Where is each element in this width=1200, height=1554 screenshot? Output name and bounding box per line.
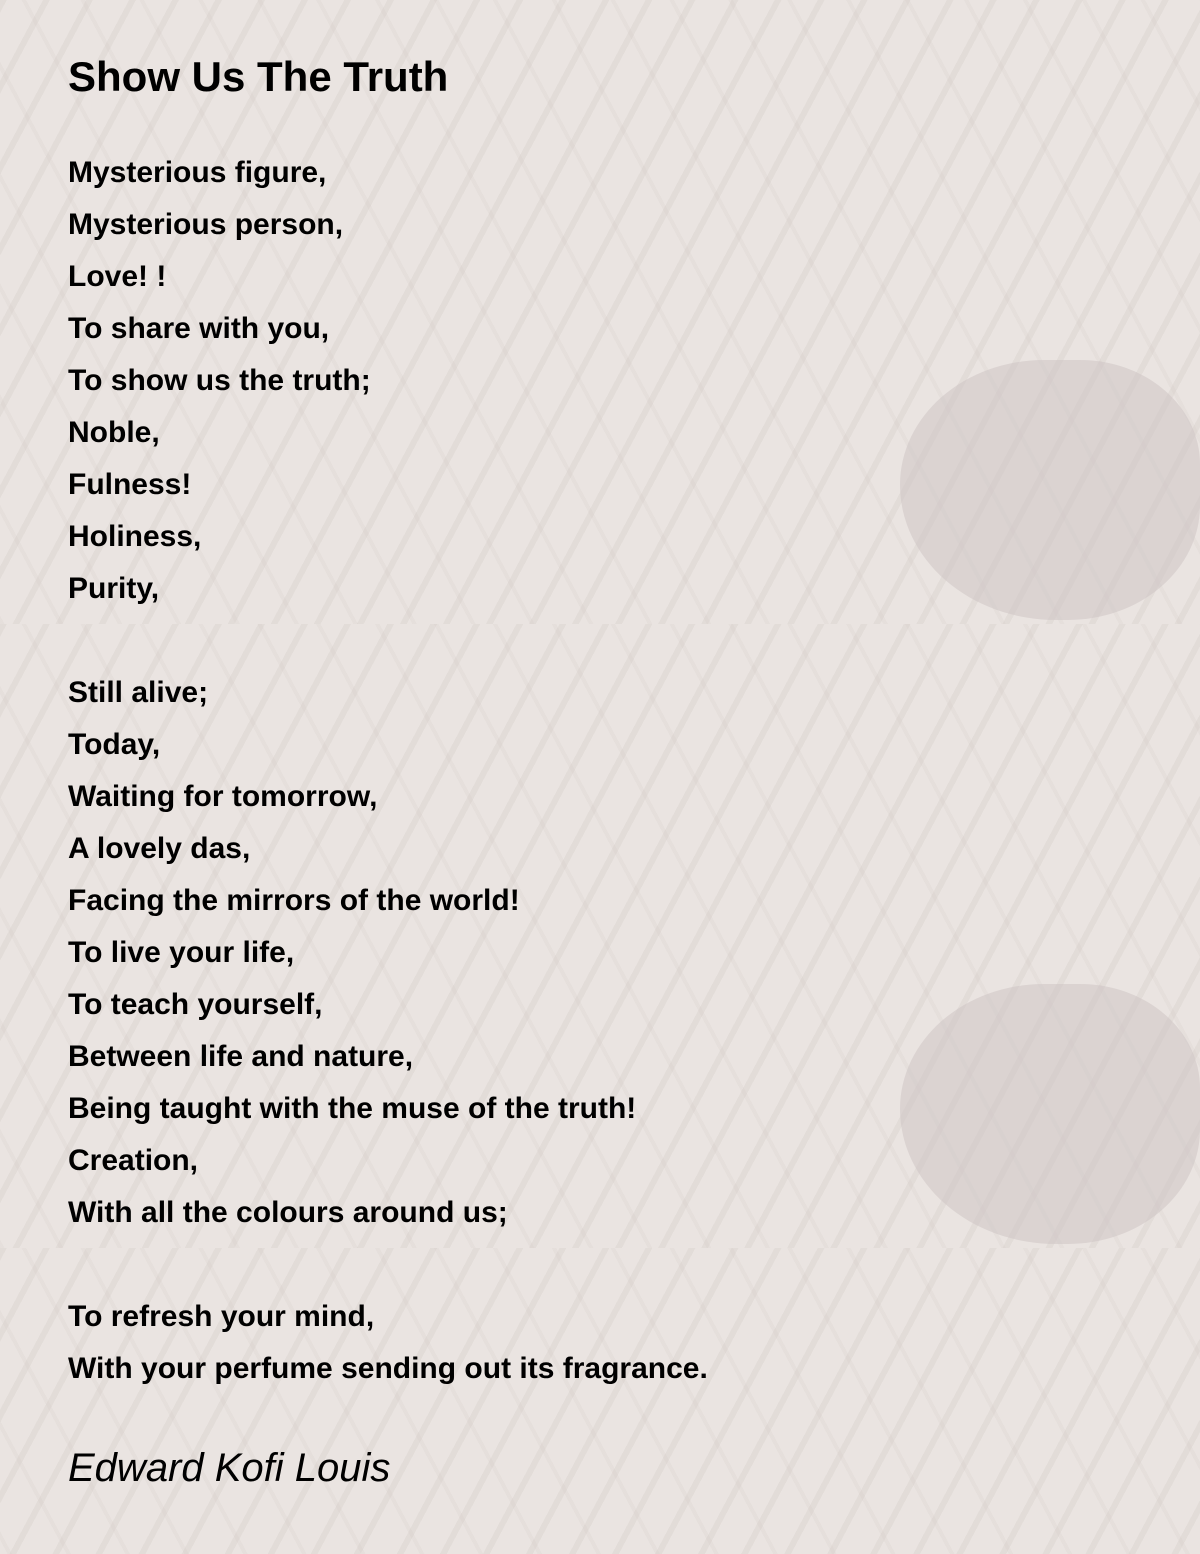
poem-line: Still alive;: [68, 676, 209, 709]
poem-line: Holiness,: [68, 520, 202, 553]
poem-line: Fulness!: [68, 468, 192, 501]
poem-line: Mysterious person,: [68, 208, 344, 241]
poem-line: With your perfume sending out its fragrance.: [68, 1352, 708, 1385]
poem-line: To refresh your mind,: [68, 1300, 375, 1333]
stanza-3: [68, 1291, 1148, 1395]
poem-line: Waiting for tomorrow,: [68, 780, 378, 813]
poem-content: [68, 52, 1148, 1494]
stanza-2: [68, 667, 1148, 1239]
poem-line: Facing the mirrors of the world!: [68, 884, 520, 917]
poem-line: Noble,: [68, 416, 160, 449]
poem-line: To teach yourself,: [68, 988, 323, 1021]
poem-line: Mysterious figure,: [68, 156, 327, 189]
poem-line: With all the colours around us;: [68, 1196, 508, 1229]
poem-line: Creation,: [68, 1144, 199, 1177]
poem-line: To show us the truth;: [68, 364, 371, 397]
stanza-1: [68, 147, 1148, 615]
poem-line: Between life and nature,: [68, 1040, 414, 1073]
poem-title: Show Us The Truth: [68, 53, 449, 100]
poem-line: Love! !: [68, 260, 167, 293]
poem-line: Being taught with the muse of the truth!: [68, 1092, 637, 1125]
poem-line: Purity,: [68, 572, 160, 605]
poem-line: A lovely das,: [68, 832, 251, 865]
poem-line: Today,: [68, 728, 161, 761]
poem-line: To live your life,: [68, 936, 295, 969]
poem-line: To share with you,: [68, 312, 330, 345]
poem-author: Edward Kofi Louis: [68, 1446, 391, 1490]
